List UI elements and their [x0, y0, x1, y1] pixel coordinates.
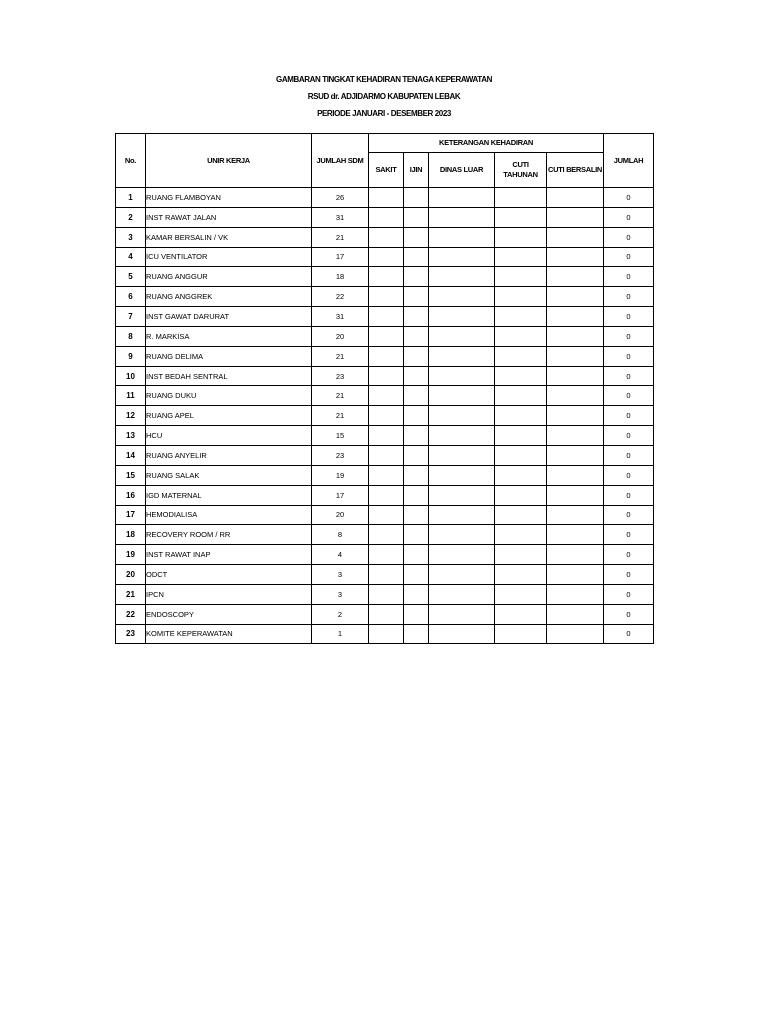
unit-name: RUANG FLAMBOYAN [146, 188, 312, 208]
cuti-bersalin-cell [547, 525, 604, 545]
row-number: 4 [116, 247, 146, 267]
sakit-cell [369, 386, 404, 406]
ijin-cell [404, 307, 429, 327]
cuti-bersalin-cell [547, 267, 604, 287]
row-number: 10 [116, 366, 146, 386]
unit-name: ODCT [146, 565, 312, 585]
ijin-cell [404, 525, 429, 545]
sdm-count: 17 [312, 247, 369, 267]
sakit-cell [369, 207, 404, 227]
jumlah-cell: 0 [604, 624, 654, 644]
table-row [116, 247, 654, 267]
ijin-cell [404, 445, 429, 465]
sakit-cell [369, 366, 404, 386]
dinas-luar-cell [429, 287, 495, 307]
jumlah-cell: 0 [604, 406, 654, 426]
unit-name: RUANG APEL [146, 406, 312, 426]
sdm-count: 21 [312, 406, 369, 426]
sdm-count: 3 [312, 565, 369, 585]
sakit-cell [369, 326, 404, 346]
sdm-count: 17 [312, 485, 369, 505]
sakit-cell [369, 604, 404, 624]
header-no: No. [116, 134, 146, 188]
table-row [116, 287, 654, 307]
unit-name: ENDOSCOPY [146, 604, 312, 624]
row-number: 12 [116, 406, 146, 426]
jumlah-cell: 0 [604, 267, 654, 287]
sakit-cell [369, 485, 404, 505]
dinas-luar-cell [429, 386, 495, 406]
jumlah-cell: 0 [604, 307, 654, 327]
sakit-cell [369, 525, 404, 545]
jumlah-cell: 0 [604, 545, 654, 565]
ijin-cell [404, 505, 429, 525]
unit-name: RUANG ANYELIR [146, 445, 312, 465]
cuti-tahunan-cell [495, 485, 547, 505]
cuti-bersalin-cell [547, 565, 604, 585]
sdm-count: 3 [312, 584, 369, 604]
row-number: 19 [116, 545, 146, 565]
sakit-cell [369, 565, 404, 585]
dinas-luar-cell [429, 525, 495, 545]
unit-name: RUANG ANGGREK [146, 287, 312, 307]
ijin-cell [404, 465, 429, 485]
table-row [116, 366, 654, 386]
cuti-bersalin-cell [547, 386, 604, 406]
sdm-count: 18 [312, 267, 369, 287]
sakit-cell [369, 545, 404, 565]
sdm-count: 21 [312, 386, 369, 406]
dinas-luar-cell [429, 445, 495, 465]
table-row [116, 188, 654, 208]
jumlah-cell: 0 [604, 366, 654, 386]
unit-name: HCU [146, 426, 312, 446]
sakit-cell [369, 584, 404, 604]
cuti-tahunan-cell [495, 366, 547, 386]
title-block [0, 74, 768, 125]
jumlah-cell: 0 [604, 584, 654, 604]
cuti-tahunan-cell [495, 207, 547, 227]
header-cuti-tahunan: CUTI TAHUNAN [495, 153, 547, 188]
header-dinas-luar: DINAS LUAR [429, 153, 495, 188]
jumlah-cell: 0 [604, 346, 654, 366]
dinas-luar-cell [429, 326, 495, 346]
sdm-count: 20 [312, 505, 369, 525]
jumlah-cell: 0 [604, 565, 654, 585]
jumlah-cell: 0 [604, 485, 654, 505]
sakit-cell [369, 426, 404, 446]
unit-name: KAMAR BERSALIN / VK [146, 227, 312, 247]
sakit-cell [369, 346, 404, 366]
ijin-cell [404, 287, 429, 307]
sdm-count: 19 [312, 465, 369, 485]
unit-name: INST GAWAT DARURAT [146, 307, 312, 327]
jumlah-cell: 0 [604, 247, 654, 267]
cuti-bersalin-cell [547, 326, 604, 346]
cuti-bersalin-cell [547, 505, 604, 525]
table-row [116, 386, 654, 406]
sakit-cell [369, 445, 404, 465]
title-line-2: RSUD dr. ADJIDARMO KABUPATEN LEBAK [307, 92, 461, 101]
sakit-cell [369, 624, 404, 644]
cuti-tahunan-cell [495, 624, 547, 644]
ijin-cell [404, 565, 429, 585]
row-number: 9 [116, 346, 146, 366]
cuti-bersalin-cell [547, 445, 604, 465]
ijin-cell [404, 386, 429, 406]
cuti-bersalin-cell [547, 426, 604, 446]
dinas-luar-cell [429, 227, 495, 247]
cuti-tahunan-cell [495, 188, 547, 208]
cuti-tahunan-cell [495, 525, 547, 545]
row-number: 16 [116, 485, 146, 505]
unit-name: RUANG DELIMA [146, 346, 312, 366]
table-row [116, 445, 654, 465]
ijin-cell [404, 207, 429, 227]
table-row [116, 307, 654, 327]
cuti-tahunan-cell [495, 505, 547, 525]
unit-name: RUANG ANGGUR [146, 267, 312, 287]
jumlah-cell: 0 [604, 227, 654, 247]
unit-name: HEMODIALISA [146, 505, 312, 525]
ijin-cell [404, 247, 429, 267]
ijin-cell [404, 267, 429, 287]
unit-name: INST RAWAT INAP [146, 545, 312, 565]
sakit-cell [369, 406, 404, 426]
row-number: 2 [116, 207, 146, 227]
dinas-luar-cell [429, 426, 495, 446]
dinas-luar-cell [429, 465, 495, 485]
table-body [116, 188, 654, 644]
cuti-tahunan-cell [495, 426, 547, 446]
ijin-cell [404, 426, 429, 446]
cuti-tahunan-cell [495, 386, 547, 406]
cuti-tahunan-cell [495, 326, 547, 346]
sdm-count: 23 [312, 445, 369, 465]
cuti-tahunan-cell [495, 346, 547, 366]
cuti-bersalin-cell [547, 584, 604, 604]
jumlah-cell: 0 [604, 386, 654, 406]
dinas-luar-cell [429, 545, 495, 565]
row-number: 5 [116, 267, 146, 287]
ijin-cell [404, 366, 429, 386]
cuti-bersalin-cell [547, 604, 604, 624]
row-number: 23 [116, 624, 146, 644]
cuti-bersalin-cell [547, 188, 604, 208]
dinas-luar-cell [429, 307, 495, 327]
sdm-count: 21 [312, 227, 369, 247]
dinas-luar-cell [429, 505, 495, 525]
header-sakit: SAKIT [369, 153, 404, 188]
cuti-bersalin-cell [547, 465, 604, 485]
jumlah-cell: 0 [604, 188, 654, 208]
sdm-count: 8 [312, 525, 369, 545]
unit-name: IGD MATERNAL [146, 485, 312, 505]
dinas-luar-cell [429, 267, 495, 287]
header-unit: UNIR KERJA [146, 134, 312, 188]
cuti-bersalin-cell [547, 346, 604, 366]
sakit-cell [369, 227, 404, 247]
sakit-cell [369, 307, 404, 327]
row-number: 13 [116, 426, 146, 446]
table-row [116, 584, 654, 604]
row-number: 20 [116, 565, 146, 585]
unit-name: INST BEDAH SENTRAL [146, 366, 312, 386]
cuti-tahunan-cell [495, 545, 547, 565]
sdm-count: 22 [312, 287, 369, 307]
title-line-1: GAMBARAN TINGKAT KEHADIRAN TENAGA KEPERAWATAN [276, 75, 492, 84]
table-row [116, 565, 654, 585]
jumlah-cell: 0 [604, 525, 654, 545]
dinas-luar-cell [429, 565, 495, 585]
cuti-bersalin-cell [547, 366, 604, 386]
table-row [116, 465, 654, 485]
sakit-cell [369, 287, 404, 307]
table-row [116, 346, 654, 366]
table-row [116, 545, 654, 565]
dinas-luar-cell [429, 584, 495, 604]
table-row [116, 267, 654, 287]
dinas-luar-cell [429, 346, 495, 366]
sdm-count: 1 [312, 624, 369, 644]
header-sdm: JUMLAH SDM [312, 134, 369, 188]
table-row [116, 406, 654, 426]
row-number: 7 [116, 307, 146, 327]
jumlah-cell: 0 [604, 207, 654, 227]
cuti-tahunan-cell [495, 287, 547, 307]
table-row [116, 624, 654, 644]
table-row [116, 227, 654, 247]
sdm-count: 21 [312, 346, 369, 366]
dinas-luar-cell [429, 207, 495, 227]
row-number: 14 [116, 445, 146, 465]
jumlah-cell: 0 [604, 287, 654, 307]
table-row [116, 326, 654, 346]
table-row [116, 426, 654, 446]
dinas-luar-cell [429, 406, 495, 426]
sdm-count: 31 [312, 207, 369, 227]
cuti-tahunan-cell [495, 565, 547, 585]
row-number: 11 [116, 386, 146, 406]
sdm-count: 23 [312, 366, 369, 386]
sdm-count: 20 [312, 326, 369, 346]
row-number: 22 [116, 604, 146, 624]
dinas-luar-cell [429, 247, 495, 267]
unit-name: IPCN [146, 584, 312, 604]
sakit-cell [369, 188, 404, 208]
jumlah-cell: 0 [604, 426, 654, 446]
unit-name: R. MARKISA [146, 326, 312, 346]
table-row [116, 505, 654, 525]
cuti-bersalin-cell [547, 624, 604, 644]
cuti-tahunan-cell [495, 584, 547, 604]
jumlah-cell: 0 [604, 465, 654, 485]
cuti-bersalin-cell [547, 227, 604, 247]
ijin-cell [404, 584, 429, 604]
row-number: 21 [116, 584, 146, 604]
title-line-3: PERIODE JANUARI - DESEMBER 2023 [317, 109, 451, 118]
cuti-tahunan-cell [495, 267, 547, 287]
cuti-bersalin-cell [547, 307, 604, 327]
header-keterangan: KETERANGAN KEHADIRAN [369, 134, 604, 153]
table-row [116, 207, 654, 227]
cuti-bersalin-cell [547, 287, 604, 307]
cuti-tahunan-cell [495, 406, 547, 426]
cuti-bersalin-cell [547, 485, 604, 505]
sdm-count: 2 [312, 604, 369, 624]
attendance-table [115, 133, 654, 644]
cuti-tahunan-cell [495, 604, 547, 624]
ijin-cell [404, 188, 429, 208]
ijin-cell [404, 346, 429, 366]
dinas-luar-cell [429, 624, 495, 644]
unit-name: KOMITE KEPERAWATAN [146, 624, 312, 644]
cuti-bersalin-cell [547, 545, 604, 565]
sdm-count: 15 [312, 426, 369, 446]
sdm-count: 31 [312, 307, 369, 327]
jumlah-cell: 0 [604, 326, 654, 346]
ijin-cell [404, 485, 429, 505]
unit-name: RUANG DUKU [146, 386, 312, 406]
sdm-count: 26 [312, 188, 369, 208]
row-number: 3 [116, 227, 146, 247]
cuti-tahunan-cell [495, 445, 547, 465]
ijin-cell [404, 624, 429, 644]
header-jumlah: JUMLAH [604, 134, 654, 188]
row-number: 8 [116, 326, 146, 346]
ijin-cell [404, 406, 429, 426]
row-number: 6 [116, 287, 146, 307]
sakit-cell [369, 505, 404, 525]
table-row [116, 485, 654, 505]
jumlah-cell: 0 [604, 505, 654, 525]
row-number: 17 [116, 505, 146, 525]
sakit-cell [369, 267, 404, 287]
cuti-tahunan-cell [495, 227, 547, 247]
ijin-cell [404, 545, 429, 565]
ijin-cell [404, 227, 429, 247]
header-cuti-bersalin: CUTI BERSALIN [547, 153, 604, 188]
row-number: 18 [116, 525, 146, 545]
cuti-bersalin-cell [547, 207, 604, 227]
unit-name: INST RAWAT JALAN [146, 207, 312, 227]
jumlah-cell: 0 [604, 445, 654, 465]
table-row [116, 604, 654, 624]
sakit-cell [369, 465, 404, 485]
dinas-luar-cell [429, 188, 495, 208]
sakit-cell [369, 247, 404, 267]
cuti-tahunan-cell [495, 465, 547, 485]
header-ijin: IJIN [404, 153, 429, 188]
dinas-luar-cell [429, 366, 495, 386]
row-number: 15 [116, 465, 146, 485]
unit-name: RUANG SALAK [146, 465, 312, 485]
sdm-count: 4 [312, 545, 369, 565]
dinas-luar-cell [429, 485, 495, 505]
jumlah-cell: 0 [604, 604, 654, 624]
table-row [116, 525, 654, 545]
dinas-luar-cell [429, 604, 495, 624]
unit-name: RECOVERY ROOM / RR [146, 525, 312, 545]
ijin-cell [404, 604, 429, 624]
cuti-tahunan-cell [495, 307, 547, 327]
cuti-tahunan-cell [495, 247, 547, 267]
cuti-bersalin-cell [547, 406, 604, 426]
cuti-bersalin-cell [547, 247, 604, 267]
row-number: 1 [116, 188, 146, 208]
ijin-cell [404, 326, 429, 346]
unit-name: ICU VENTILATOR [146, 247, 312, 267]
